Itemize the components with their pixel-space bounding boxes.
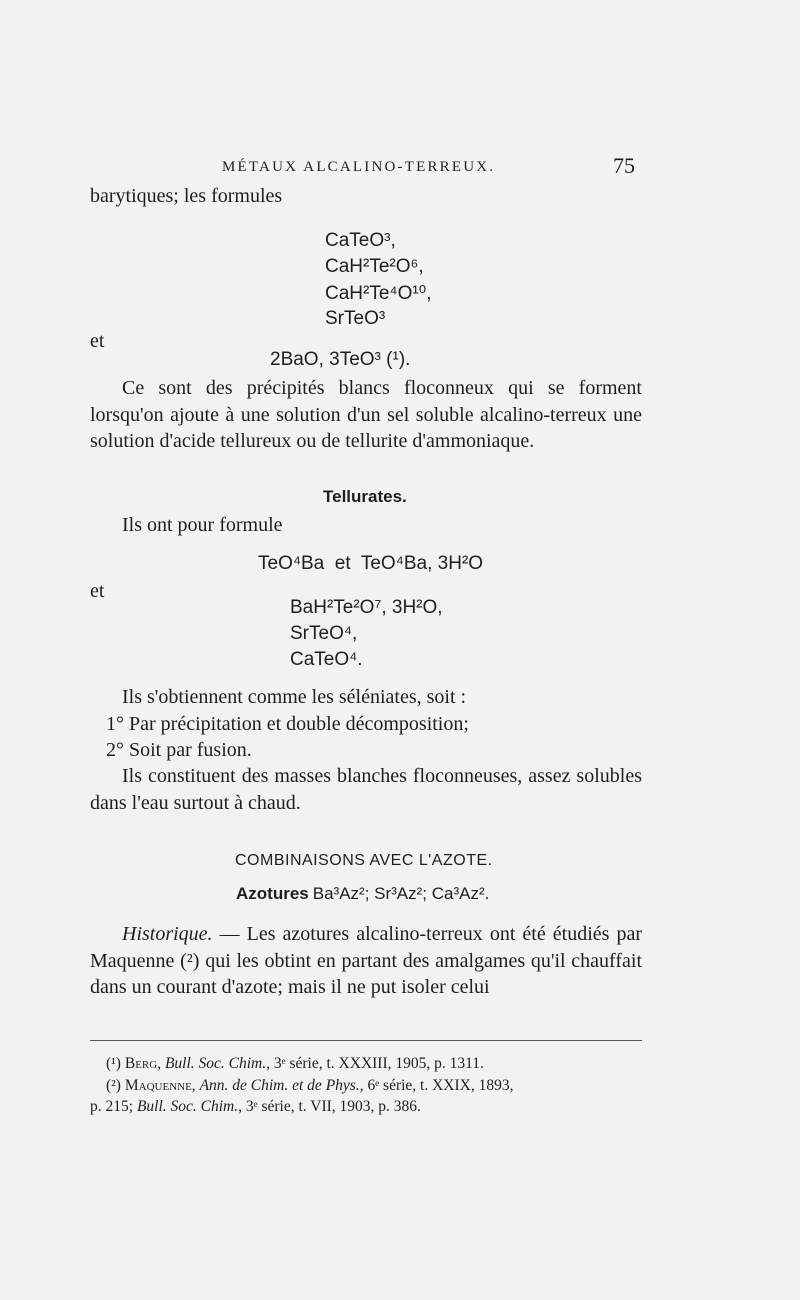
footnote-1-author: Berg, [124, 1055, 162, 1072]
footnote-1-rest: 3ᵉ série, t. XXXIII, 1905, p. 1311. [273, 1055, 484, 1072]
footnote-2 [106, 1075, 646, 1096]
footnote-1 [106, 1053, 646, 1074]
footnote-2-journal2: Bull. Soc. Chim., [136, 1098, 242, 1115]
formula-tellurate: TeO⁴Ba et TeO⁴Ba, 3H²O [258, 553, 484, 574]
section-heading-tellurates: Tellurates. [323, 487, 407, 506]
running-header: MÉTAUX ALCALINO-TERREUX. [222, 159, 496, 175]
paragraph-precipites: Ce sont des précipités blancs floconneux qui se forment lorsqu'on ajoute à une solution d'un sel soluble alcalino-terreux une solution d'acide tellureux ou de tellurite d'ammoniaque. [90, 377, 642, 452]
formula-line: CaTeO⁴. [290, 649, 363, 670]
azotures-label: Azotures [236, 884, 309, 903]
formula-line: SrTeO⁴, [290, 623, 358, 644]
intro-line: barytiques; les formules [90, 185, 283, 207]
section-heading-azote: COMBINAISONS AVEC L'AZOTE. [235, 852, 493, 869]
page-number: 75 [613, 153, 635, 178]
et-connector: et [90, 330, 105, 352]
formula-line: SrTeO³ [325, 308, 386, 329]
azotures-formulas: Ba³Az²; Sr³Az²; Ca³Az². [312, 884, 490, 903]
footnote-2-continued [90, 1096, 646, 1117]
obtention-item-2: 2° Soit par fusion. [106, 739, 252, 761]
footnote-1-mark: (¹) [106, 1055, 121, 1072]
azotures-line [236, 884, 489, 904]
paragraph-historique [90, 921, 642, 1001]
formula-baryum: 2BaO, 3TeO³ (¹). [270, 349, 411, 370]
footnote-divider [90, 1040, 642, 1041]
footnote-2-mark: (²) [106, 1077, 121, 1094]
historique-text: — Les azotures alcalino-terreux ont été étudiés par Maquenne (²) qui les obtint en partant des amalgames qu'il chauffait dans un courant d'azote; mais il ne put isoler celui [90, 923, 642, 998]
formule-intro: Ils ont pour formule [122, 514, 283, 536]
obtention-item-1: 1° Par précipitation et double décomposition; [106, 713, 469, 735]
footnote-2-author: Maquenne, [124, 1077, 196, 1094]
historique-label: Historique. [122, 923, 213, 945]
obtention-intro: Ils s'obtiennent comme les séléniates, soit : [122, 686, 467, 708]
paragraph-masses: Ils constituent des masses blanches floconneuses, assez solubles dans l'eau surtout à chaud. [90, 765, 642, 814]
footnote-1-journal: Bull. Soc. Chim., [164, 1055, 271, 1072]
footnote-2-line2-rest: 3ᵉ série, t. VII, 1903, p. 386. [245, 1098, 421, 1115]
footnote-2-journal: Ann. de Chim. et de Phys., [199, 1077, 364, 1094]
formula-line: BaH²Te²O⁷, 3H²O, [290, 597, 443, 618]
formula-line: CaH²Te²O⁶, [325, 256, 424, 277]
formula-line: CaTeO³, [325, 230, 396, 251]
footnote-2-rest: 6ᵉ série, t. XXIX, 1893, [367, 1077, 514, 1094]
formula-line: CaH²Te⁴O¹⁰, [325, 283, 432, 304]
footnote-2-line2-start: p. 215; [90, 1098, 134, 1115]
et-connector: et [90, 580, 105, 602]
